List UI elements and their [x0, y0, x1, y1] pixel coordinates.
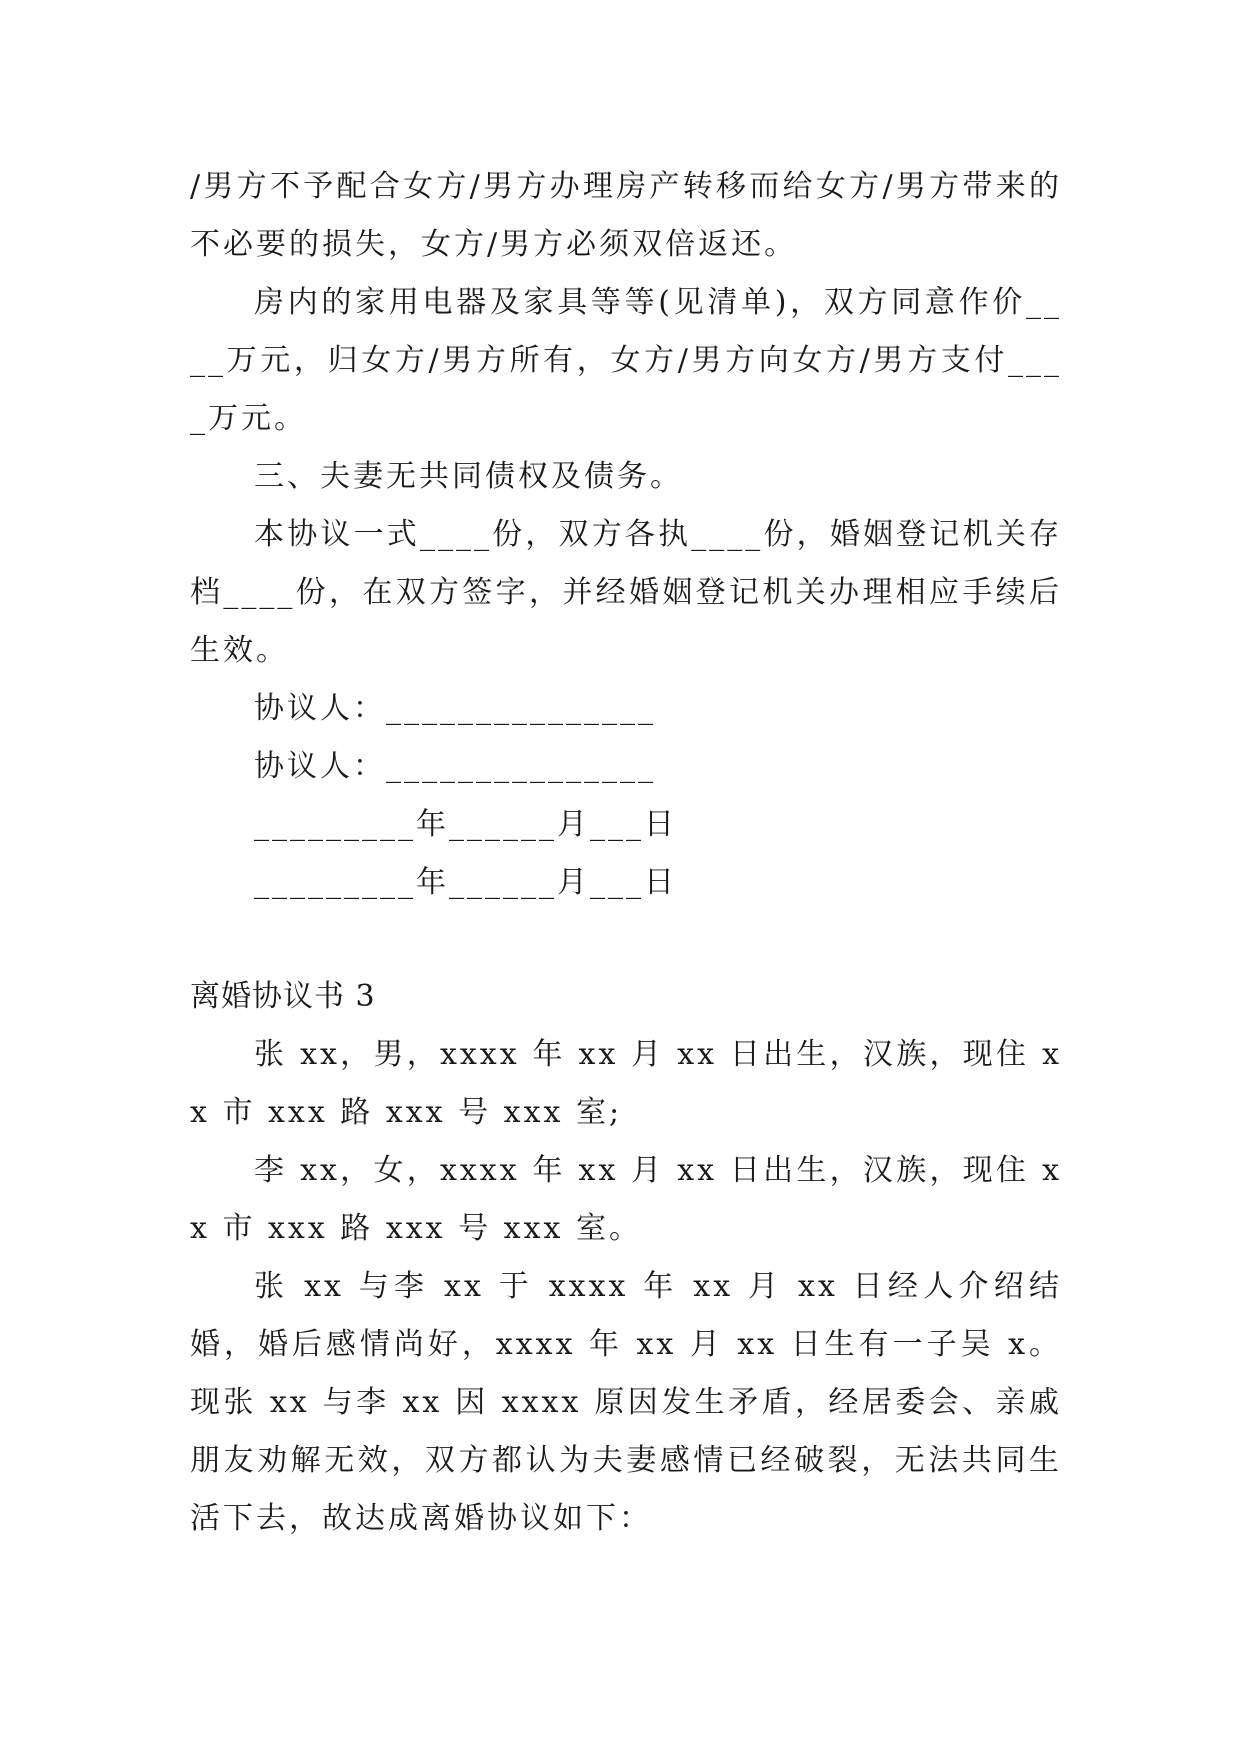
paragraph-background: 张 xx 与李 xx 于 xxxx 年 xx 月 xx 日经人介绍结婚，婚后感情尚好，xxxx 年 xx 月 xx 日生有一子吴 x。现张 xx 与李 xx 因 xxxx 原因发生矛盾，经居委会、亲戚朋友劝解无效，双方都认为夫妻感情已经破裂，无法共同生活下去，故达成离婚协议如下：	[190, 1269, 1062, 1536]
paragraph-debts: 三、夫妻无共同债权及债务。	[254, 459, 683, 494]
signature-line-2: 协议人：_______________	[254, 749, 656, 784]
signature-line-1: 协议人：_______________	[254, 691, 656, 726]
section-title: 离婚协议书 3	[190, 979, 376, 1014]
date-line-2: _________年______月___日	[254, 865, 677, 900]
paragraph-appliances: 房内的家用电器及家具等等(见清单)，双方同意作价____万元，归女方/男方所有，女方/男方向女方/男方支付____万元。	[190, 285, 1062, 436]
paragraph-party-zhang: 张 xx，男，xxxx 年 xx 月 xx 日出生，汉族，现住 xx 市 xxx 路 xxx 号 xxx 室;	[190, 1037, 1062, 1130]
date-line-1: _________年______月___日	[254, 807, 677, 842]
paragraph-copies: 本协议一式____份，双方各执____份，婚姻登记机关存档____份，在双方签字，并经婚姻登记机关办理相应手续后生效。	[190, 517, 1062, 668]
paragraph-compensation: /男方不予配合女方/男方办理房产转移而给女方/男方带来的不必要的损失，女方/男方必须双倍返还。	[190, 169, 1062, 262]
document-page	[190, 158, 1062, 1548]
paragraph-party-li: 李 xx，女，xxxx 年 xx 月 xx 日出生，汉族，现住 xx 市 xxx 路 xxx 号 xxx 室。	[190, 1153, 1062, 1246]
